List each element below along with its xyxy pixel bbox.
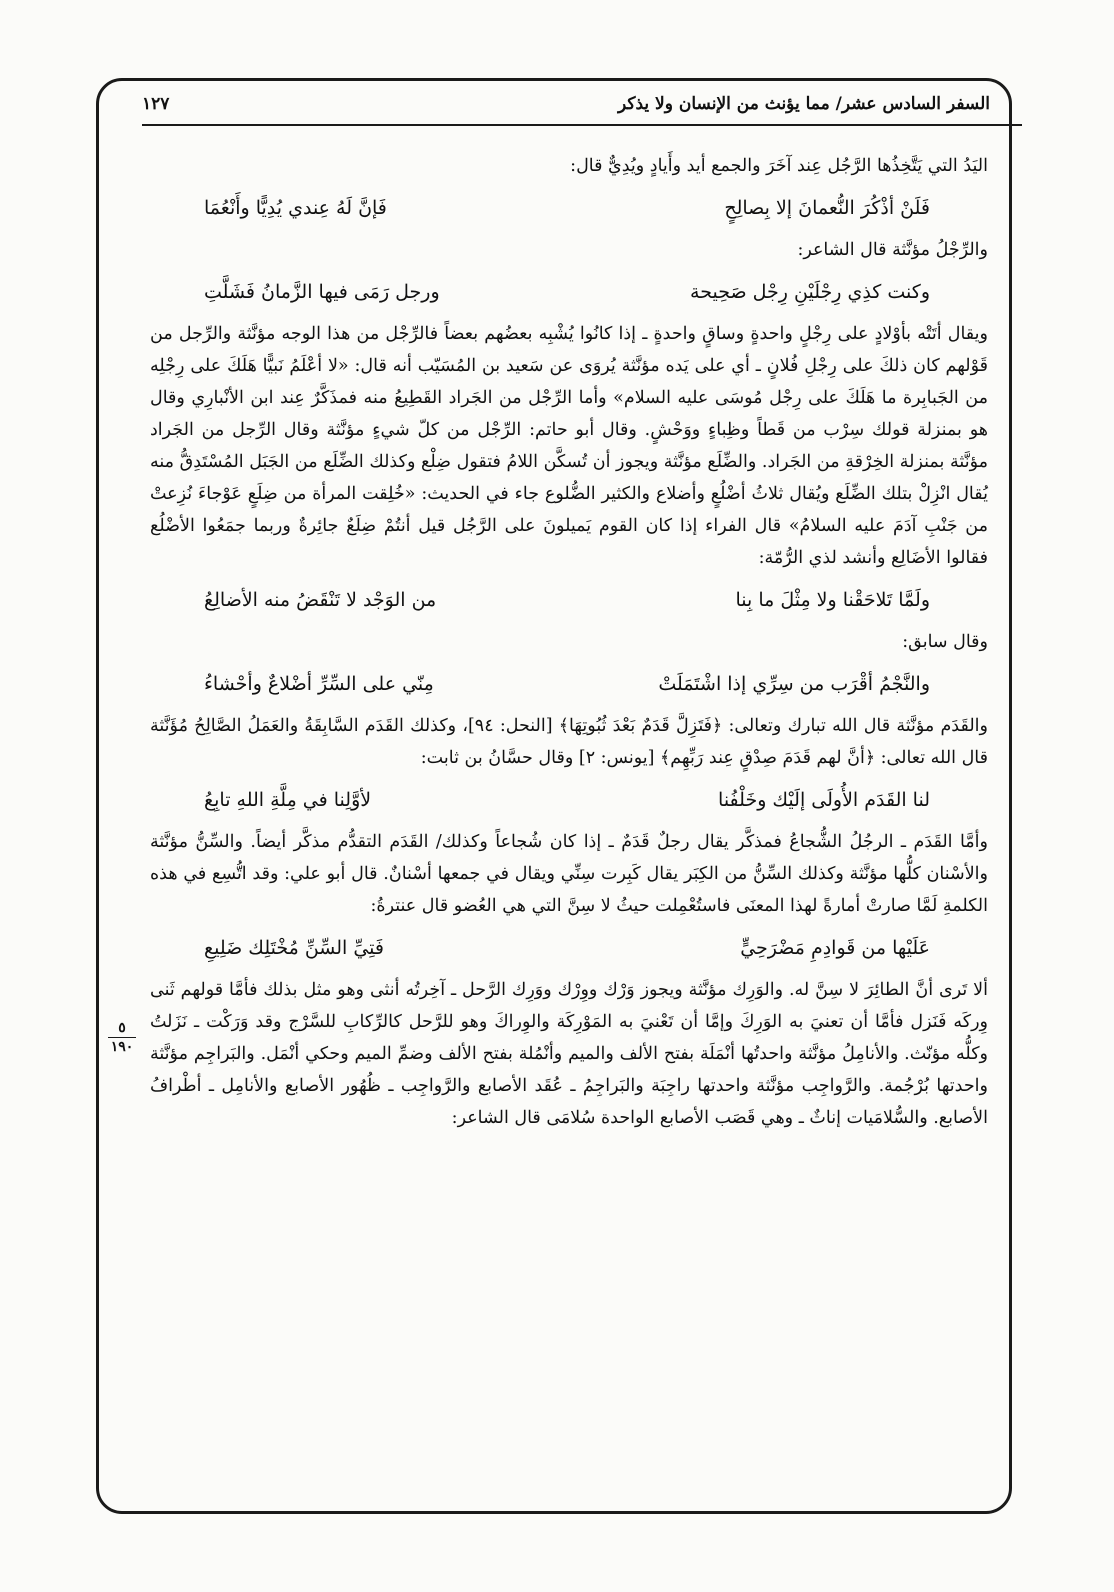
poetry-verse: [204, 930, 930, 966]
manuscript-folio-note: [104, 1020, 140, 1055]
verse-first-hemistich: لنا القَدَم الأُولَى إلَيْك وخَلْفُنا: [718, 789, 930, 811]
verse-first-hemistich: عَلَيْها من قَوادِمِ مَضْرَحِيٍّ: [740, 937, 930, 959]
page-number: ١٢٧: [142, 94, 170, 114]
folio-bottom: ١٩٠: [110, 1039, 134, 1055]
paragraph: وقال سابق:: [902, 632, 988, 652]
paragraph: ألا تَرى أنَّ الطائِرَ لا سِنَّ له. والوَرِك مؤنَّثة ويجوز وَرْك ووِرْك ووَرِك الرَّحل ـ آخِرتُه أنثى وهو مثل بذلك فأمَّا قولهم ثَنى وِركَه فَنَزل فأمَّا أن تعنيَ به الوَرِكَ وإمَّا أن تَعْنيَ به المَوْرِكَة والوِراكَ وهو للرَّحل كالرِّكابِ للسَّرْج وقد وَرَكْت ـ نَزَلتُ وكلُّه مؤنّث. والأنامِلُ مؤنَّثة واحدتُها أنْمَلَة بفتح الألف والميم وأنْمُلة بفتح الألف وضمِّ الميم وحكي أنْمَل. والبَراجِم مؤنَّثة واحدتها بُرْجُمة. والرَّواجِب مؤنَّثة واحدتها راجِبَة والبَراجِمُ ـ عُقَد الأصابع والرَّواجِب ـ ظُهُور الأصابع والأنامِل ـ أطْرافُ الأصابع. والسُّلامَيات إناثٌ ـ وهي قَصَب الأصابع الواحدة سُلامَى قال الشاعر:: [150, 980, 988, 1128]
verse-first-hemistich: ولَمَّا تَلاحَقْنا ولا مِثْلَ ما بِنا: [735, 589, 930, 611]
paragraph: والقَدَم مؤنَّثة قال الله تبارك وتعالى: ﴿فَتَزِلَّ قَدَمٌ بَعْدَ ثُبُوتِهَا﴾ [النحل: ٩٤]، وكذلك القَدَم السَّابِقَةُ والعَمَلُ الصَّالِحُ مُؤَنَّثة قال الله تعالى: ﴿أنَّ لهم قَدَمَ صِدْقٍ عِند رَبِّهِم﴾ [يونس: ٢] وقال حسَّانُ بن ثابت:: [150, 716, 988, 768]
verse-second-hemistich: فَتِيِّ السِّنِّ مُخْتَلِك ضَلِيعِ: [204, 937, 384, 959]
poetry-verse: [204, 274, 930, 310]
folio-divider: [108, 1037, 136, 1038]
main-text: [150, 150, 988, 1134]
poetry-verse: [204, 782, 930, 818]
paragraph: وأمَّا القَدَم ـ الرجُلُ الشُّجاعُ فمذكَّر يقال رجلٌ قَدَمٌ ـ إذا كان شُجاعاً وكذلك/ القَدَم التقدُّم مذكَّر أيضاً. والسِّنُّ مؤنَّثة والأسْنان كلُّها مؤنَّثة وكذلك السِّنُّ من الكِبَر يقال كَبِرت سِنِّي ويقال في جمعها أسْنانٌ. قال أبو علي: وقد اتُّسِع في هذه الكلمةِ لَمَّا صارتْ أمارةً لهذا المعنَى فاستُعْمِلت حيثُ لا سِنَّ التي هي العُضو قال عنترةُ:: [150, 832, 988, 916]
poetry-verse: [204, 190, 930, 226]
paragraph: والرِّجْلُ مؤنَّثة قال الشاعر:: [797, 240, 988, 260]
running-header: [142, 88, 990, 122]
verse-second-hemistich: لأوَّلِنا في مِلَّةِ اللهِ تابِعُ: [204, 789, 372, 811]
verse-second-hemistich: ورجل رَمَى فيها الزَّمانُ فَشَلَّتِ: [204, 281, 440, 303]
paragraph: ويقال أتَتْه بأوْلادٍ على رِجْلٍ واحدةٍ وساقٍ واحدةٍ ـ إذا كانُوا يُشْبِه بعضُهم بعضاً فالرِّجْل من هذا الوجه مؤنَّثة والرِّجل من قَوْلهم كان ذلكَ على رِجْلِ فُلانٍ ـ أي على يَده مؤنَّثة يُروَى عن سَعيد بن المُسَيّب أنه قال: «لا أعْلَمُ نَبيًّا هَلَكَ على رِجْلِه من الجَبابِرة ما هَلَكَ على رِجْل مُوسَى عليه السلام» وأما الرِّجْل من الجَراد القَطِيعُ منه فمذَكَّرٌ عِند ابن الأنْبارِي وقال هو بمنزلة قولك سِرْب من قَطاً وظِباءٍ ووَحْشٍ. وقال أبو حاتم: الرِّجْل من كلّ شيءٍ مؤنَّثة وقال الرِّجل من الجَراد مؤنَّثة بمنزلة الخِرْقةِ من الجَراد. والضِّلَع مؤنَّثة ويجوز أن تُسكَّن اللامُ فتقول ضِلْع وكذلك الضِّلَع من الجَبَل المُسْتَدِقُّ منه يُقال انْزِلْ بتلك الضِّلَع ويُقال ثلاثُ أضْلُعٍ وأضلاع والكثير الضُّلوع جاء في الحديث: «خُلِقت المرأة من ضِلَعٍ عَوْجاءَ نُزِعتْ من جَنْبِ آدَمَ عليه السلامُ» قال الفراء إذا كان القوم يَميلونَ على الرَّجُل قيل أنتُمْ ضِلَعٌ جائِرةٌ وربما جمَعُوا الأضْلُع فقالوا الأضَالِع وأنشد لذي الرُّمّة:: [150, 324, 988, 568]
poetry-verse: [204, 666, 930, 702]
paragraph: اليَدُ التي يَتَّخِذُها الرَّجُل عِند آخَرَ والجمع أيد وأَيادٍ ويُدِيٌّ قال:: [570, 156, 988, 176]
verse-first-hemistich: وكنت كذِي رِجْلَيْنِ رِجْل صَحِيحة: [690, 281, 930, 303]
running-title: السفر السادس عشر/ مما يؤنث من الإنسان ولا يذكر: [618, 94, 990, 114]
verse-second-hemistich: مِنّي على السِّرِّ أضْلاعٌ وأحْشاءُ: [204, 673, 434, 695]
verse-first-hemistich: والنَّجْمُ أقْرَب من سِرِّي إذا اشْتَمَلَتْ: [658, 673, 930, 695]
poetry-verse: [204, 582, 930, 618]
folio-top: ٥: [118, 1020, 126, 1036]
verse-first-hemistich: فَلَنْ أذْكُرَ النُّعمانَ إلا بِصالِحٍ: [724, 197, 930, 219]
verse-second-hemistich: فَإنَّ لَهُ عِندي يُدِيًّا وأَنْعُمَا: [204, 197, 387, 219]
verse-second-hemistich: من الوَجْد لا تَنْقَضُ منه الأضالِعُ: [204, 589, 437, 611]
header-rule: [142, 124, 1022, 126]
